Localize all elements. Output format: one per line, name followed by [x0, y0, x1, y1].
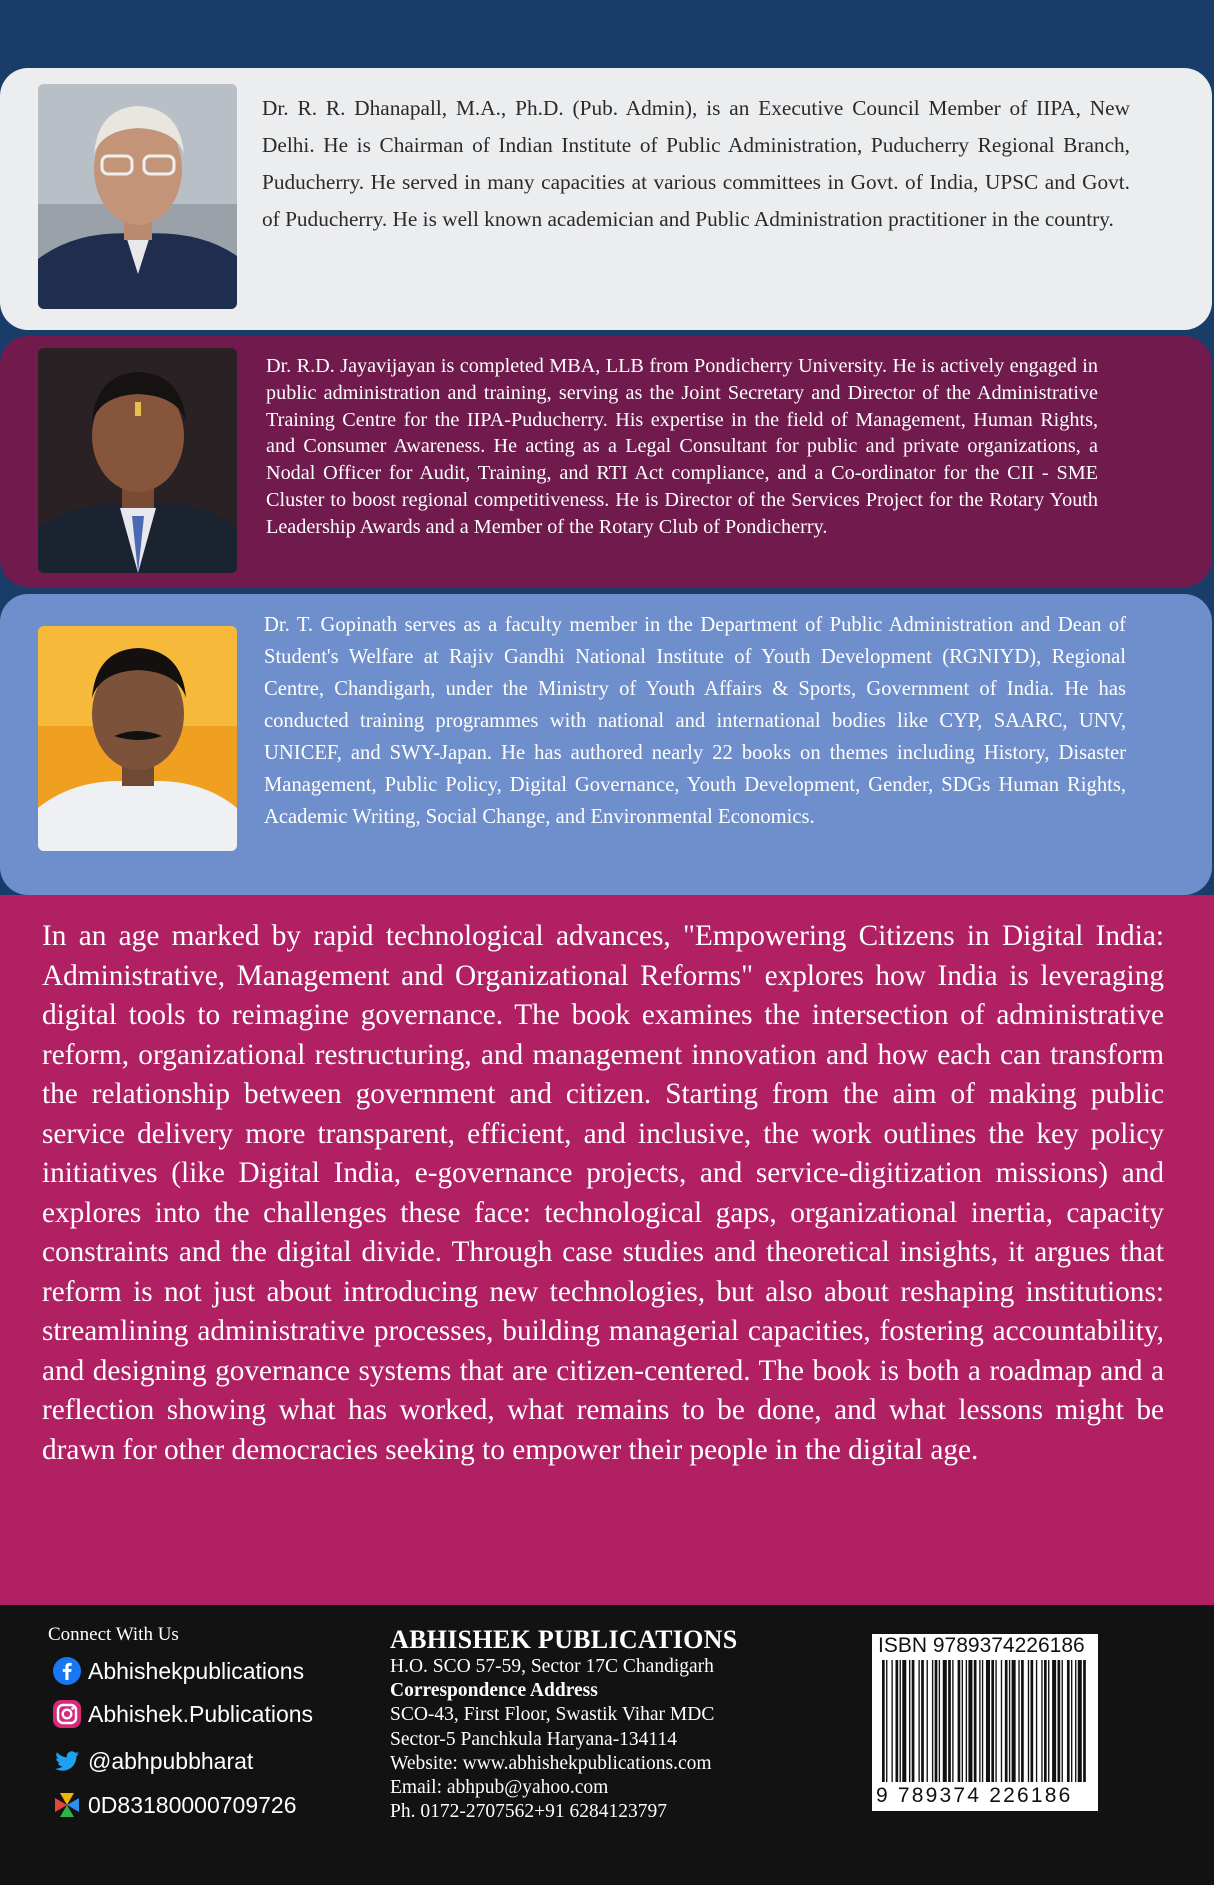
facebook-handle: Abhishekpublications: [88, 1657, 305, 1684]
author-photo-3: [38, 626, 237, 851]
author-bio-3: Dr. T. Gopinath serves as a faculty member in the Department of Public Administration and Dean of Student's Welfare at Rajiv Gandhi National Institute of Youth Development (RGNIYD), Regional Centre, Chandigarh, under the Ministry of Youth Affairs & Sports, Government of India. He has conducted training programmes with national and international bodies like CYP, SAARC, UNV, UNICEF, and SWY-Japan. He has authored nearly 22 books on themes including History, Disaster Management, Public Policy, Digital Governance, Youth Development, Gender, SDGs Human Rights, Academic Writing, Social Change, and Environmental Economics.: [264, 614, 1126, 828]
author-photo-2: [38, 348, 237, 573]
book-blurb: In an age marked by rapid technological advances, "Empowering Citizens in Digital India: Administrative, Management and Organizational Reforms" explores how India is leveraging digital tools to reimagine governance. The book examines the intersection of administrative reform, organizational restructuring, and management innovation and how each can transform the relationship between government and citizen. Starting from the aim of making public service delivery more transparent, efficient, and inclusive, the work outlines the key policy initiatives (like Digital India, e-governance projects, and service-digitization missions) and explores into the challenges these face: technological gaps, organizational inertia, capacity constraints and the digital divide. Through case studies and theoretical insights, it argues that reform is not just about introducing new technologies, but also about reshaping institutions: streamlining administrative processes, building managerial capacities, fostering accountability, and designing governance systems that are citizen-centered. The book is both a roadmap and a reflection showing what has worked, what remains to be done, and what lessons might be drawn for other democracies seeking to empower their people in the digital age.: [42, 920, 1164, 1466]
correspondence-label: Correspondence Address: [390, 1680, 598, 1702]
author-bio-1: Dr. R. R. Dhanapall, M.A., Ph.D. (Pub. Admin), is an Executive Council Member of IIPA, New Delhi. He is Chairman of Indian Institute of Public Administration, Puducherry Regional Branch, Puducherry. He served in many capacities at various committees in Govt. of India, UPSC and Govt. of Puducherry. He is well known academician and Public Administration practitioner in the country.: [262, 96, 1130, 231]
address-line-2: Sector-5 Panchkula Haryana-134114: [390, 1728, 677, 1750]
author-bio-2: Dr. R.D. Jayavijayan is completed MBA, LLB from Pondicherry University. He is actively engaged in public administration and training, serving as the Joint Secretary and Director of the Administrative Training Centre for the IIPA-Puducherry. His expertise in the field of Management, Human Rights, and Consumer Awareness. He acting as a Legal Consultant for public and private organizations, a Nodal Officer for Audit, Training, and RTI Act compliance, and a Co-ordinator for the CII - SME Cluster to boost regional competitiveness. He is Director of the Services Project for the Rotary Youth Leadership Awards and a Member of the Rotary Club of Pondicherry.: [266, 355, 1098, 538]
address-line-1: SCO-43, First Floor, Swastik Vihar MDC: [390, 1704, 715, 1726]
instagram-link[interactable]: [50, 1697, 313, 1731]
publisher-block: [390, 1625, 738, 1824]
app-id-icon: [50, 1788, 84, 1822]
instagram-icon: [50, 1697, 84, 1731]
phone-text: Ph. 0172-2707562+91 6284123797: [390, 1801, 667, 1823]
app-id-text: 0D83180000709726: [88, 1791, 297, 1818]
facebook-icon: [50, 1654, 84, 1688]
connect-title: Connect With Us: [48, 1624, 179, 1645]
twitter-handle: @abhpubbharat: [88, 1747, 254, 1774]
twitter-link[interactable]: [50, 1744, 253, 1778]
author-photo-1: [38, 84, 237, 309]
twitter-icon: [50, 1744, 84, 1778]
barcode-bars: [880, 1660, 1090, 1782]
isbn-barcode: [872, 1634, 1098, 1811]
facebook-link[interactable]: [50, 1654, 304, 1688]
instagram-handle: Abhishek.Publications: [88, 1700, 314, 1727]
email-text[interactable]: Email: abhpub@yahoo.com: [390, 1777, 609, 1799]
barcode-digits: 9 789374 226186: [876, 1784, 1073, 1807]
publisher-name: ABHISHEK PUBLICATIONS: [390, 1625, 738, 1654]
isbn-label: ISBN 9789374226186: [878, 1634, 1085, 1657]
app-id-link[interactable]: [50, 1788, 296, 1822]
website-text[interactable]: Website: www.abhishekpublications.com: [390, 1752, 712, 1774]
head-office-address: H.O. SCO 57-59, Sector 17C Chandigarh: [390, 1656, 714, 1677]
